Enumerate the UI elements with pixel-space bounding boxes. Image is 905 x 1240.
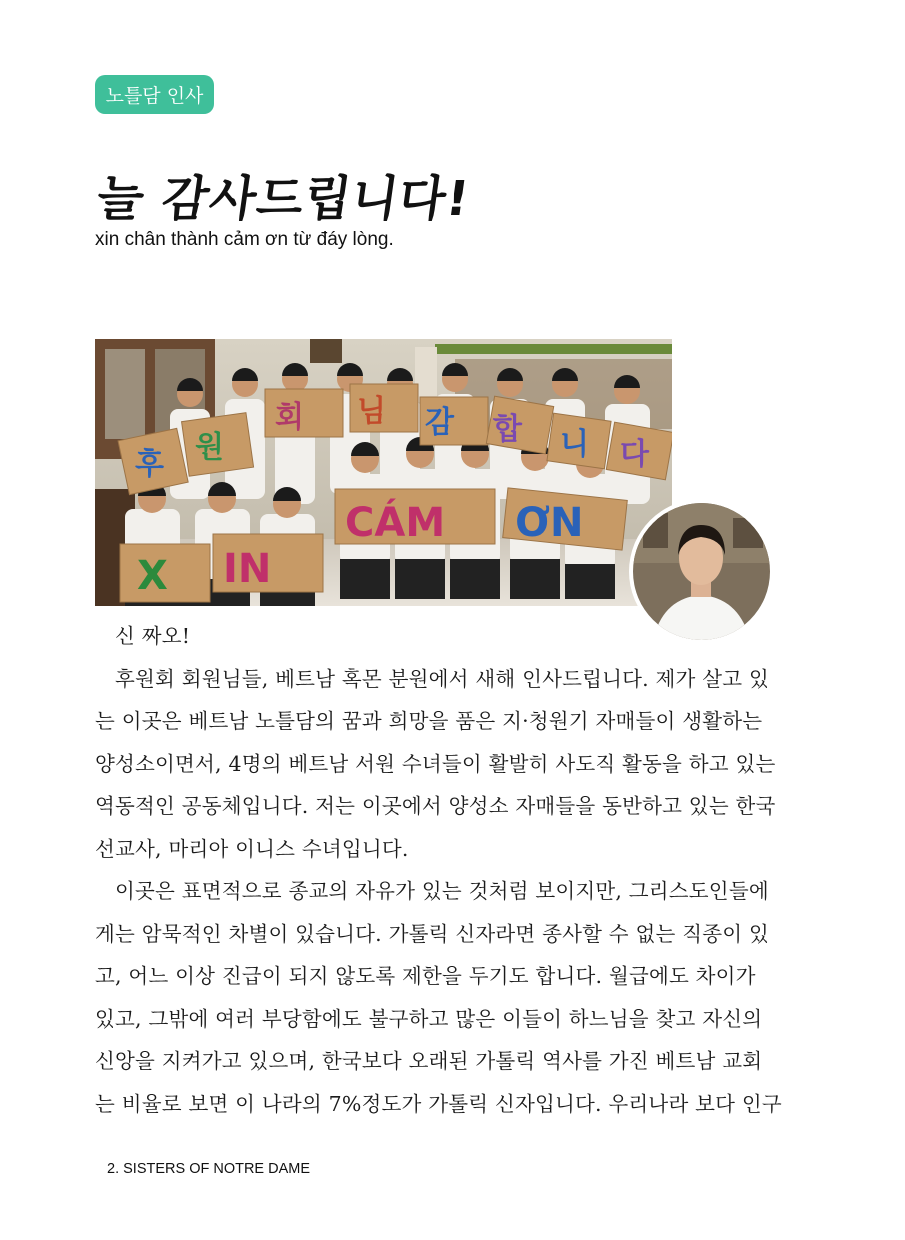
svg-text:ƠN: ƠN: [515, 500, 584, 546]
paragraph-line: 는 비율로 보면 이 나라의 7%정도가 가톨릭 신자입니다. 우리나라 보다 인구: [95, 1091, 782, 1116]
paragraph-line: 역동적인 공동체입니다. 저는 이곳에서 양성소 자매들을 동반하고 있는 한국: [95, 794, 776, 818]
paragraph-line: 선교사, 마리아 이니스 수녀입니다.: [95, 836, 409, 861]
svg-text:원: 원: [195, 430, 224, 465]
page-subtitle: xin chân thành cảm ơn từ đáy lòng.: [95, 229, 394, 250]
svg-text:감: 감: [425, 405, 454, 440]
page-title: 늘 감사드립니다!: [93, 171, 474, 227]
group-photo: [95, 339, 672, 606]
paragraph-line: 신앙을 지켜가고 있으며, 한국보다 오래된 가톨릭 역사를 가진 베트남 교회: [95, 1049, 763, 1073]
svg-text:다: 다: [620, 437, 649, 472]
svg-text:님: 님: [357, 394, 386, 429]
svg-text:회: 회: [275, 400, 304, 435]
svg-text:니: 니: [560, 427, 589, 462]
paragraph-line: 후원회 회원님들, 베트남 혹몬 분원에서 새해 인사드립니다. 제가 살고 있: [115, 666, 769, 691]
paragraph-line: 이곳은 표면적으로 종교의 자유가 있는 것처럼 보이지만, 그리스도인들에: [115, 879, 769, 903]
svg-text:IN: IN: [223, 546, 272, 592]
paragraph-line: 양성소이면서, 4명의 베트남 서원 수녀들이 활발히 사도직 활동을 하고 있는: [95, 751, 776, 776]
paragraph-line: 있고, 그밖에 여러 부당함에도 불구하고 많은 이들이 하느님을 찾고 자신의: [95, 1006, 763, 1031]
svg-text:후: 후: [135, 447, 164, 482]
svg-text:합: 합: [493, 412, 522, 447]
greeting: 신 짜오!: [115, 624, 191, 648]
svg-text:X: X: [137, 553, 168, 599]
svg-text:CÁM: CÁM: [345, 500, 446, 546]
paragraph-line: 고, 어느 이상 진급이 되지 않도록 제한을 두기도 합니다. 월급에도 차이가: [95, 964, 756, 988]
paragraph-line: 게는 암묵적인 차별이 있습니다. 가톨릭 신자라면 종사할 수 없는 직종이 있: [95, 921, 769, 946]
page-footer: 2. SISTERS OF NOTRE DAME: [107, 1161, 311, 1177]
article-body: [95, 615, 803, 1125]
section-tag: 노틀담 인사: [95, 75, 214, 114]
paragraph-line: 는 이곳은 베트남 노틀담의 꿈과 희망을 품은 지·청원기 자매들이 생활하는: [95, 709, 763, 733]
